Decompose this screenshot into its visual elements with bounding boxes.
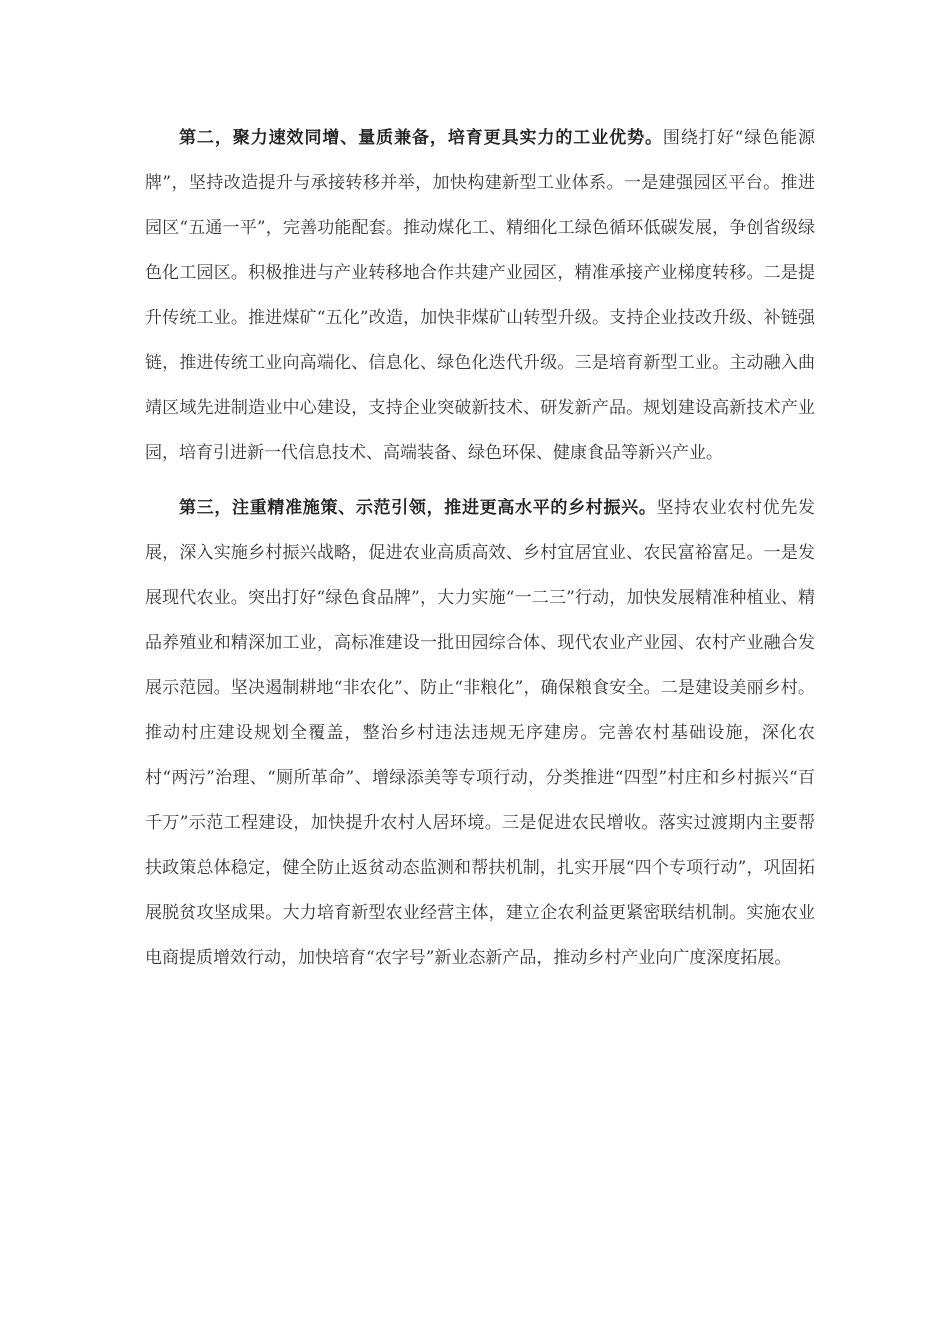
paragraph-heading: 第二，聚力速效同增、量质兼备，培育更具实力的工业优势。 — [179, 128, 663, 148]
paragraph-heading: 第三，注重精准施策、示范引领，推进更高水平的乡村振兴。 — [179, 498, 657, 518]
paragraph-industry — [145, 116, 815, 476]
document-body — [145, 116, 815, 981]
paragraph-text: 围绕打好“绿色能源牌”，坚持改造提升与承接转移并举，加快构建新型工业体系。一是建强园区平台。推进园区“五通一平”，完善功能配套。推动煤化工、精细化工绿色循环低碳发展，争创省级绿色化工园区。积极推进与产业转移地合作共建产业园区，精准承接产业梯度转移。二是提升传统工业。推进煤矿“五化”改造，加快非煤矿山转型升级。支持企业技改升级、补链强链，推进传统工业向高端化、信息化、绿色化迭代升级。三是培育新型工业。主动融入曲靖区域先进制造业中心建设，支持企业突破新技术、研发新产品。规划建设高新技术产业园，培育引进新一代信息技术、高端装备、绿色环保、健康食品等新兴产业。 — [145, 128, 815, 463]
paragraph-rural-revitalization — [145, 486, 815, 981]
paragraph-text: 坚持农业农村优先发展，深入实施乡村振兴战略，促进农业高质高效、乡村宜居宜业、农民富裕富足。一是发展现代农业。突出打好“绿色食品牌”，大力实施“一二三”行动，加快发展精准种植业、精品养殖业和精深加工业，高标准建设一批田园综合体、现代农业产业园、农村产业融合发展示范园。坚决遏制耕地“非农化”、防止“非粮化”，确保粮食安全。二是建设美丽乡村。推动村庄建设规划全覆盖，整治乡村违法违规无序建房。完善农村基础设施，深化农村“两污”治理、“厕所革命”、增绿添美等专项行动，分类推进“四型”村庄和乡村振兴“百千万”示范工程建设，加快提升农村人居环境。三是促进农民增收。落实过渡期内主要帮扶政策总体稳定，健全防止返贫动态监测和帮扶机制，扎实开展“四个专项行动”，巩固拓展脱贫攻坚成果。大力培育新型农业经营主体，建立企农利益更紧密联结机制。实施农业电商提质增效行动，加快培育“农字号”新业态新产品，推动乡村产业向广度深度拓展。 — [145, 498, 816, 968]
